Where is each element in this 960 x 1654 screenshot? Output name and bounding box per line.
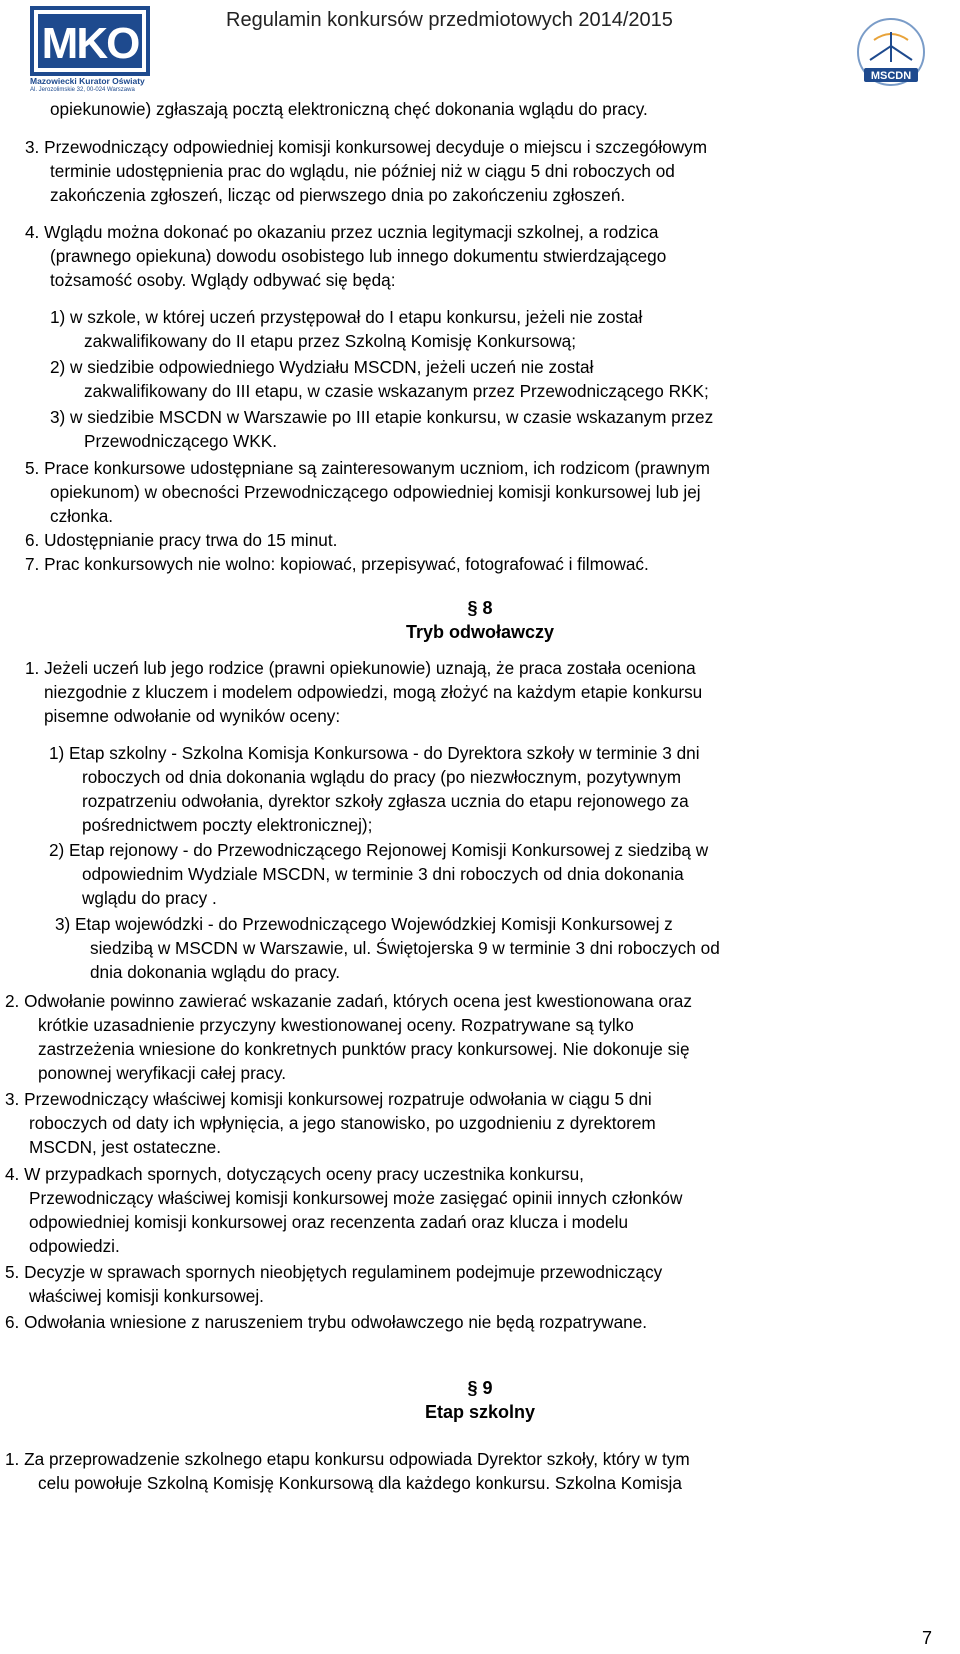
s8-item-1-3-line-1: 3) Etap wojewódzki - do Przewodniczącego Wojewódzkiej Komisji Konkursowej z bbox=[55, 914, 673, 934]
s8-item-4-line-3: odpowiedniej komisji konkursowej oraz recenzenta zadań oraz klucza i modelu bbox=[29, 1212, 629, 1232]
section-8-title: Tryb odwoławczy bbox=[405, 622, 555, 642]
s8-item-4-line-1: 4. W przypadkach spornych, dotyczących oceny pracy uczestnika konkursu, bbox=[5, 1164, 584, 1184]
s8-item-1-1-line-4: pośrednictwem poczty elektronicznej); bbox=[82, 815, 373, 835]
item-4-3-line-2: Przewodniczącego WKK. bbox=[84, 431, 277, 451]
mscdn-logo bbox=[844, 16, 938, 88]
s8-item-1-line-3: pisemne odwołanie od wyników oceny: bbox=[44, 706, 341, 726]
item-5-line-2: opiekunom) w obecności Przewodniczącego odpowiedniej komisji konkursowej lub jej bbox=[50, 482, 701, 502]
item-4-line-2: (prawnego opiekuna) dowodu osobistego lub innego dokumentu stwierdzającego bbox=[50, 246, 667, 266]
mko-logo-letters: MKO bbox=[41, 19, 139, 68]
mko-logo-mark bbox=[30, 6, 150, 76]
s8-item-4-line-2: Przewodniczący właściwej komisji konkursowej może zasięgać opinii innych członków bbox=[29, 1188, 683, 1208]
item-4-1-line-1: 1) w szkole, w której uczeń przystępował do I etapu konkursu, jeżeli nie został bbox=[50, 307, 643, 327]
s8-item-5-line-1: 5. Decyzje w sprawach spornych nieobjętych regulaminem podejmuje przewodniczący bbox=[5, 1262, 663, 1282]
item-4-2-line-1: 2) w siedzibie odpowiedniego Wydziału MSCDN, jeżeli uczeń nie został bbox=[50, 357, 594, 377]
item-5-line-3: członka. bbox=[50, 506, 114, 526]
s9-item-1-line-1: 1. Za przeprowadzenie szkolnego etapu konkursu odpowiada Dyrektor szkoły, który w tym bbox=[5, 1449, 690, 1469]
s8-item-5-line-2: właściwej komisji konkursowej. bbox=[29, 1286, 264, 1306]
s8-item-1-2-line-1: 2) Etap rejonowy - do Przewodniczącego Rejonowej Komisji Konkursowej z siedzibą w bbox=[49, 840, 709, 860]
item-4-1-line-2: zakwalifikowany do II etapu przez Szkolną Komisję Konkursową; bbox=[84, 331, 576, 351]
s8-item-1-2-line-2: odpowiednim Wydziale MSCDN, w terminie 3 dni roboczych od dnia dokonania bbox=[82, 864, 684, 884]
s8-item-1-line-2: niezgodnie z kluczem i modelem odpowiedzi, mogą złożyć na każdym etapie konkursu bbox=[44, 682, 703, 702]
s8-item-2-line-3: zastrzeżenia wniesione do konkretnych punktów pracy konkursowej. Nie dokonuje się bbox=[38, 1039, 690, 1059]
item-3-line-2: terminie udostępnienia prac do wglądu, nie później niż w ciągu 5 dni roboczych od bbox=[50, 161, 675, 181]
mko-logo-name: Mazowiecki Kurator Oświaty bbox=[30, 76, 145, 86]
mscdn-logo-text: MSCDN bbox=[870, 70, 912, 82]
item-7: 7. Prac konkursowych nie wolno: kopiować, przepisywać, fotografować i filmować. bbox=[25, 554, 649, 574]
item-3-line-1: 3. Przewodniczący odpowiedniej komisji konkursowej decyduje o miejscu i szczegółowym bbox=[25, 137, 708, 157]
item-4-2-line-2: zakwalifikowany do III etapu, w czasie wskazanym przez Przewodniczącego RKK; bbox=[84, 381, 709, 401]
section-9-title: Etap szkolny bbox=[424, 1402, 536, 1422]
s8-item-1-1-line-3: rozpatrzeniu odwołania, dyrektor szkoły zgłasza ucznia do etapu rejonowego za bbox=[82, 791, 689, 811]
s8-item-3-line-2: roboczych od daty ich wpłynięcia, a jego stanowisko, po uzgodnieniu z dyrektorem bbox=[29, 1113, 656, 1133]
mko-logo bbox=[30, 6, 150, 94]
s8-item-4-line-4: odpowiedzi. bbox=[29, 1236, 120, 1256]
s8-item-3-line-3: MSCDN, jest ostateczne. bbox=[29, 1137, 221, 1157]
s8-item-1-1-line-1: 1) Etap szkolny - Szkolna Komisja Konkursowa - do Dyrektora szkoły w terminie 3 dni bbox=[49, 743, 700, 763]
s8-item-1-2-line-3: wglądu do pracy . bbox=[82, 888, 217, 908]
header-title: Regulamin konkursów przedmiotowych 2014/2015 bbox=[226, 9, 673, 31]
s8-item-2-line-2: krótkie uzasadnienie przyczyny kwestionowanej oceny. Rozpatrywane są tylko bbox=[38, 1015, 634, 1035]
section-8-number: § 8 bbox=[467, 598, 493, 618]
item-3-line-3: zakończenia zgłoszeń, licząc od pierwszego dnia po zakończeniu zgłoszeń. bbox=[50, 185, 626, 205]
s8-item-1-3-line-3: dnia dokonania wglądu do pracy. bbox=[90, 962, 341, 982]
page-number: 7 bbox=[922, 1628, 933, 1648]
section-9-number: § 9 bbox=[467, 1378, 493, 1398]
s8-item-2-line-1: 2. Odwołanie powinno zawierać wskazanie zadań, których ocena jest kwestionowana oraz bbox=[5, 991, 692, 1011]
mko-logo-address: Al. Jerozolimskie 32, 00-024 Warszawa bbox=[30, 87, 135, 93]
s8-item-1-1-line-2: roboczych od dnia dokonania wglądu do pracy (po niezwłocznym, pozytywnym bbox=[82, 767, 682, 787]
s8-item-1-line-1: 1. Jeżeli uczeń lub jego rodzice (prawni opiekunowie) uznają, że praca została oceniona bbox=[25, 658, 696, 678]
s8-item-2-line-4: ponownej weryfikacji całej pracy. bbox=[38, 1063, 287, 1083]
item-5-line-1: 5. Prace konkursowe udostępniane są zainteresowanym uczniom, ich rodzicom (prawnym bbox=[25, 458, 710, 478]
intro-line: opiekunowie) zgłaszają pocztą elektroniczną chęć dokonania wglądu do pracy. bbox=[50, 99, 648, 119]
item-6: 6. Udostępnianie pracy trwa do 15 minut. bbox=[25, 530, 338, 550]
s8-item-1-3-line-2: siedzibą w MSCDN w Warszawie, ul. Świętojerska 9 w terminie 3 dni roboczych od bbox=[90, 938, 720, 958]
s8-item-6: 6. Odwołania wniesione z naruszeniem trybu odwoławczego nie będą rozpatrywane. bbox=[5, 1312, 648, 1332]
s8-item-3-line-1: 3. Przewodniczący właściwej komisji konkursowej rozpatruje odwołania w ciągu 5 dni bbox=[5, 1089, 652, 1109]
page-header bbox=[0, 0, 960, 96]
s9-item-1-line-2: celu powołuje Szkolną Komisję Konkursową dla każdego konkursu. Szkolna Komisja bbox=[38, 1473, 682, 1493]
item-4-line-3: tożsamość osoby. Wglądy odbywać się będą: bbox=[50, 270, 396, 290]
item-4-3-line-1: 3) w siedzibie MSCDN w Warszawie po III etapie konkursu, w czasie wskazanym przez bbox=[50, 407, 714, 427]
item-4-line-1: 4. Wglądu można dokonać po okazaniu przez ucznia legitymacji szkolnej, a rodzica bbox=[25, 222, 659, 242]
